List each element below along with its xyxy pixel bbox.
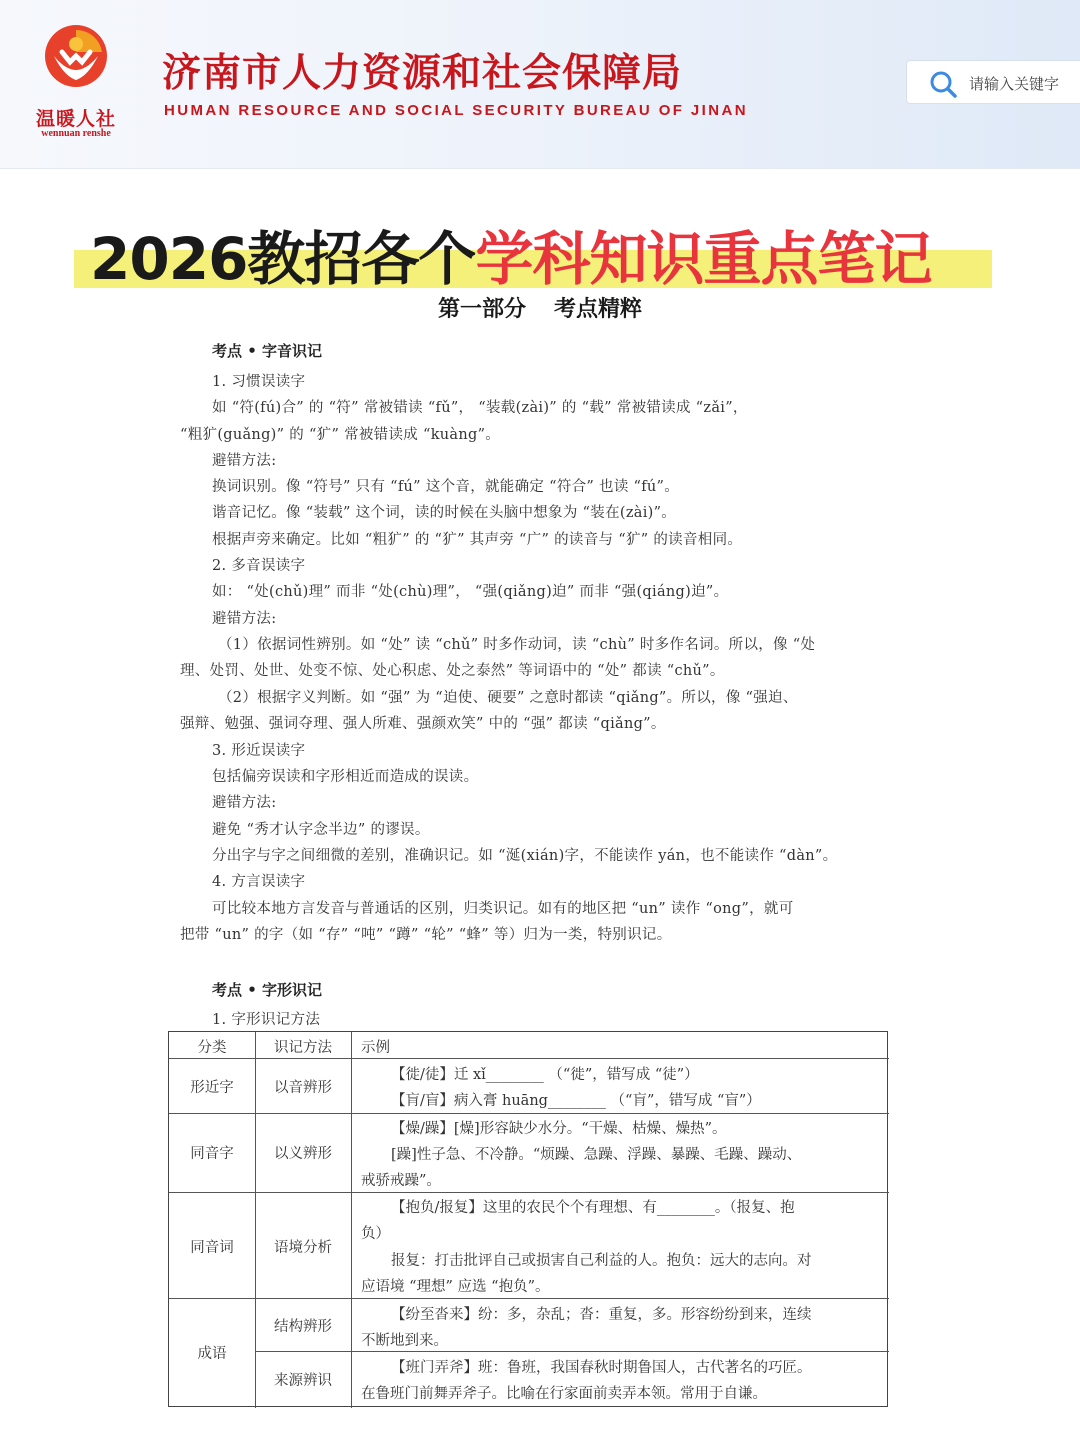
table-cell-example: 【肓/盲】病入膏 huāng________ （“肓”，错写成 “盲”） [391, 1093, 761, 1109]
subtitle-topic: 考点精粹 [554, 297, 643, 322]
table-rule [169, 1113, 889, 1114]
table-cell-example: 【纷至沓来】纷：多，杂乱；沓：重复，多。形容纷纷到来，连续 [391, 1307, 812, 1323]
text-line: 换词识别。像 “符号” 只有 “fú” 这个音，就能确定 “符合” 也读 “fú”。 [212, 479, 680, 495]
logo-text-en: wennuan renshe [41, 128, 111, 139]
table-cell-example: 报复：打击批评自己或损害自己利益的人。抱负：远大的志向。对 [391, 1253, 812, 1269]
search-icon[interactable] [929, 70, 957, 98]
table-cell-category: 同音词 [190, 1240, 234, 1256]
table-cell-example: 【班门弄斧】班：鲁班，我国春秋时期鲁国人，古代著名的巧匠。 [391, 1360, 812, 1376]
title-part-2: 学科知识重点笔记 [475, 225, 932, 293]
site-header [0, 0, 1080, 169]
text-line: 强辩、勉强、强词夺理、强人所难、强颜欢笑” 中的 “强” 都读 “qiǎng”。 [180, 716, 666, 732]
search-input[interactable] [906, 60, 1080, 104]
text-line: 避错方法: [212, 453, 277, 469]
org-name-en: HUMAN RESOURCE AND SOCIAL SECURITY BUREAU OF JINAN [164, 102, 748, 119]
table-header-category: 分类 [197, 1040, 227, 1056]
table-cell-example: 【燥/躁】[燥]形容缺少水分。“干燥、枯燥、燥热”。 [391, 1121, 727, 1137]
text-line: “粗犷(guǎng)” 的 “犷” 常被错读成 “kuàng”。 [180, 427, 501, 443]
text-line: 1. 习惯误读字 [212, 374, 306, 390]
table-rule [169, 1058, 889, 1059]
text-line: 4. 方言误读字 [212, 874, 306, 890]
text-line: （1）依据词性辨别。如 “处” 读 “chǔ” 时多作动词，读 “chù” 时多作名词。所以，像 “处 [218, 637, 816, 653]
table-cell-example: 在鲁班门前舞弄斧子。比喻在行家面前卖弄本领。常用于自谦。 [361, 1386, 767, 1402]
table-cell-example: 【抱负/报复】这里的农民个个有理想、有________。（报复、抱 [391, 1200, 795, 1216]
table-header-example: 示例 [361, 1040, 390, 1056]
text-line: 根据声旁来确定。比如 “粗犷” 的 “犷” 其声旁 “广” 的读音与 “犷” 的读音相同。 [212, 532, 743, 548]
text-line: 避错方法: [212, 795, 277, 811]
table-cell-method: 结构辨形 [274, 1319, 332, 1335]
text-line: 理、处罚、处世、处变不惊、处心积虑、处之泰然” 等词语中的 “处” 都读 “chǔ”。 [180, 663, 725, 679]
text-line: 谐音记忆。像 “装载” 这个词，读的时候在头脑中想象为 “装在(zài)”。 [212, 505, 677, 521]
table-cell-category: 同音字 [190, 1146, 234, 1162]
table-cell-example: 【徙/徒】迁 xǐ________ （“徙”，错写成 “徒”） [391, 1067, 699, 1083]
table-cell-example: [躁]性子急、不冷静。“烦躁、急躁、浮躁、暴躁、毛躁、躁动、 [391, 1147, 802, 1163]
table-header-method: 识记方法 [274, 1040, 332, 1056]
table-cell-method: 来源辨识 [274, 1373, 332, 1389]
org-name-cn: 济南市人力资源和社会保障局 [162, 51, 683, 96]
table-cell-example: 负） [361, 1226, 390, 1242]
title-part-1: 2026教招各个 [90, 225, 476, 293]
glyph-method-table [168, 1031, 888, 1407]
table-rule [169, 1192, 889, 1193]
text-line: （2）根据字义判断。如 “强” 为 “迫使、硬要” 之意时都读 “qiǎng”。所以，像 “强迫、 [218, 690, 798, 706]
table-rule [169, 1298, 889, 1299]
table-cell-example: 应语境 “理想” 应选 “抱负”。 [361, 1279, 550, 1295]
text-line: 可比较本地方言发音与普通话的区别，归类识记。如有的地区把 “un” 读作 “ong”，就可 [212, 901, 794, 917]
text-line: 如 “符(fú)合” 的 “符” 常被错读 “fǔ”， “装载(zài)” 的 “载” 常被错读成 “zǎi”， [212, 400, 748, 416]
logo-text-cn: 温暖人社 [35, 108, 116, 130]
text-line: 包括偏旁误读和字形相近而造成的误读。 [212, 769, 479, 785]
page-title [90, 212, 931, 296]
text-line: 把带 “un” 的字（如 “存” “吨” “蹲” “轮” “蜂” 等）归为一类，特别识记。 [180, 927, 672, 943]
table-cell-example: 不断地到来。 [361, 1333, 448, 1349]
text-line: 分出字与字之间细微的差别，准确识记。如 “涎(xián)字，不能读作 yán，也不能读作 “dàn”。 [212, 848, 838, 864]
table-cell-example: 戒骄戒躁”。 [361, 1173, 441, 1189]
text-line: 避免 “秀才认字念半边” 的谬误。 [212, 822, 430, 838]
table-rule [351, 1032, 352, 1408]
search-placeholder: 请输入关键字 [969, 75, 1060, 93]
page-subtitle [0, 292, 1080, 323]
site-logo[interactable] [26, 22, 126, 142]
section-heading-glyph: 考点 • 字形识记 [212, 981, 323, 999]
text-line: 避错方法: [212, 611, 277, 627]
text-line: 如： “处(chǔ)理” 而非 “处(chù)理”， “强(qiǎng)迫” 而非 “强(qiáng)迫”。 [212, 584, 729, 600]
subtitle-part: 第一部分 [437, 297, 526, 322]
table-cell-method: 以音辨形 [274, 1080, 332, 1096]
table-cell-category: 成语 [197, 1346, 227, 1362]
table-cell-category: 形近字 [190, 1080, 234, 1096]
text-line: 1. 字形识记方法 [212, 1012, 321, 1028]
logo-emblem-icon [40, 22, 112, 100]
table-cell-method: 以义辨形 [274, 1146, 332, 1162]
text-line: 2. 多音误读字 [212, 558, 306, 574]
table-cell-method: 语境分析 [274, 1240, 332, 1256]
text-line: 3. 形近误读字 [212, 743, 306, 759]
section-heading-pronunciation: 考点 • 字音识记 [212, 342, 323, 360]
